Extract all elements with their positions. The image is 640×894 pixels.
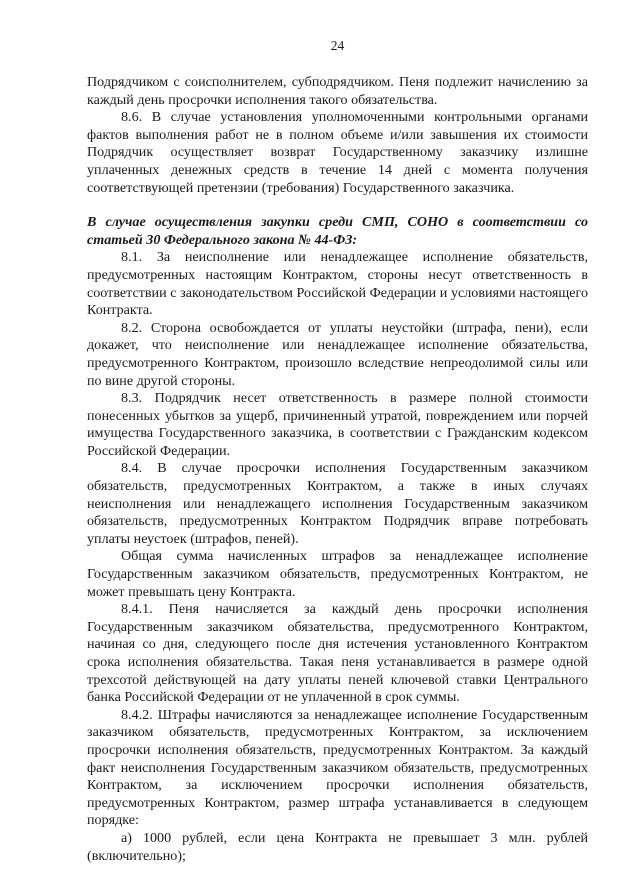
clause-8-3: 8.3. Подрядчик несет ответственность в размере полной стоимости понесенных убытков за ущерб, причиненный утратой, повреждением или порчей имущества Государственного заказчика, в соответствии с Гражданским кодексом Российской Федерации. (87, 390, 588, 459)
clause-8-1: 8.1. За неисполнение или ненадлежащее исполнение обязательств, предусмотренных настоящим Контрактом, стороны несут ответственность в соответствии с законодательством Российской Федерации и условиями настоящего Контракта. (87, 249, 588, 319)
clause-8-4-1: 8.4.1. Пеня начисляется за каждый день просрочки исполнения Государственным заказчиком обязательства, предусмотренного Контрактом, начиная со дня, следующего после дня истечения установленного Контрактом срока исполнения обязательства. Такая пеня устанавливается в размере одной трехсотой действующей на дату уплаты пеней ключевой ставки Центрального банка Российской Федерации от не уплаченной в срок суммы. (87, 601, 588, 706)
clause-8-4: 8.4. В случае просрочки исполнения Государственным заказчиком обязательств, предусмотренных Контрактом, а также в иных случаях неисполнения или ненадлежащего исполнения Государственным заказчиком обязательств, предусмотренных Контрактом Подрядчик вправе потребовать уплаты неустоек (штрафов, пеней). (87, 460, 588, 547)
clause-8-4-2: 8.4.2. Штрафы начисляются за ненадлежащее исполнение Государственным заказчиком обязательств, предусмотренных Контрактом, за исключением просрочки исполнения обязательств, предусмотренных Контрактом. За каждый факт неисполнения Государственным заказчиком обязательств, предусмотренных Контрактом, за исключением просрочки исполнения обязательств, предусмотренных Контрактом, размер штрафа устанавливается в следующем порядке: (87, 706, 588, 829)
list-item-a: а) 1000 рублей, если цена Контракта не превышает 3 млн. рублей (включительно); (87, 829, 588, 864)
page-number: 24 (330, 38, 345, 53)
section-gap (87, 197, 588, 214)
clause-8-2: 8.2. Сторона освобождается от уплаты неустойки (штрафа, пени), если докажет, что неисполнение или ненадлежащее исполнение обязательства, предусмотренного Контрактом, произошло вследствие непреодолимой силы или по вине другой стороны. (87, 319, 588, 389)
section-heading: В случае осуществления закупки среди СМП, СОНО в соответствии со статьей 30 Федерального закона № 44-ФЗ: (87, 214, 588, 248)
paragraph-total-penalties: Общая сумма начисленных штрафов за ненадлежащее исполнение Государственным заказчиком обязательств, предусмотренных Контрактом, не может превышать цену Контракта. (87, 548, 588, 600)
paragraph-continuation: Подрядчиком с соисполнителем, субподрядчиком. Пеня подлежит начислению за каждый день просрочки исполнения такого обязательства. (87, 74, 588, 108)
clause-8-6: 8.6. В случае установления уполномоченными контрольными органами фактов выполнения работ не в полном объеме и/или завышения их стоимости Подрядчик осуществляет возврат Государственному заказчику излишне уплаченных денежных средств в течение 14 дней с момента получения соответствующей претензии (требования) Государственного заказчика. (87, 109, 588, 196)
